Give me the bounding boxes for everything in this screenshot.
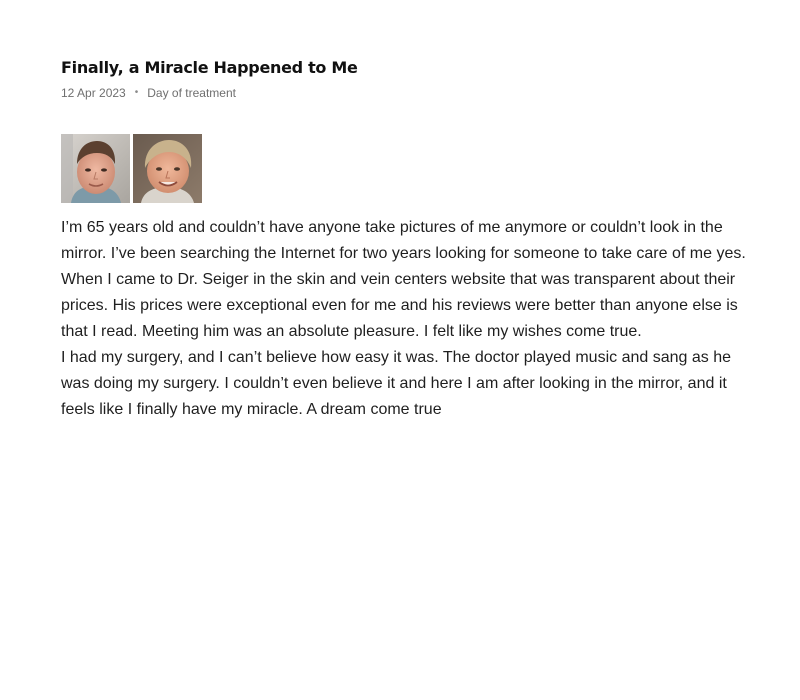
review-date: 12 Apr 2023 <box>61 86 126 100</box>
review-card <box>61 56 751 423</box>
review-photos <box>61 134 751 203</box>
patient-photo-before[interactable] <box>61 134 130 203</box>
patient-photo-after[interactable] <box>133 134 202 203</box>
meta-separator: • <box>134 87 139 98</box>
review-title: Finally, a Miracle Happened to Me <box>61 58 358 77</box>
review-meta <box>61 85 751 101</box>
review-paragraph: I’m 65 years old and couldn’t have anyone take pictures of me anymore or couldn’t look in the mirror. I’ve been searching the Internet for two years looking for someone to take care of me yes. When I came to Dr. Seiger in the skin and vein centers website that was transparent about their prices. His prices were exceptional even for me and his reviews were better than anyone else is that I read. Meeting him was an absolute pleasure. I felt like my wishes come true. <box>61 219 746 340</box>
treatment-label: Day of treatment <box>147 86 236 100</box>
review-paragraph: I had my surgery, and I can’t believe how easy it was. The doctor played music and sang as he was doing my surgery. I couldn’t even believe it and here I am after looking in the mirror, and it feels like I finally have my miracle. A dream come true <box>61 349 731 418</box>
review-text <box>61 215 751 423</box>
